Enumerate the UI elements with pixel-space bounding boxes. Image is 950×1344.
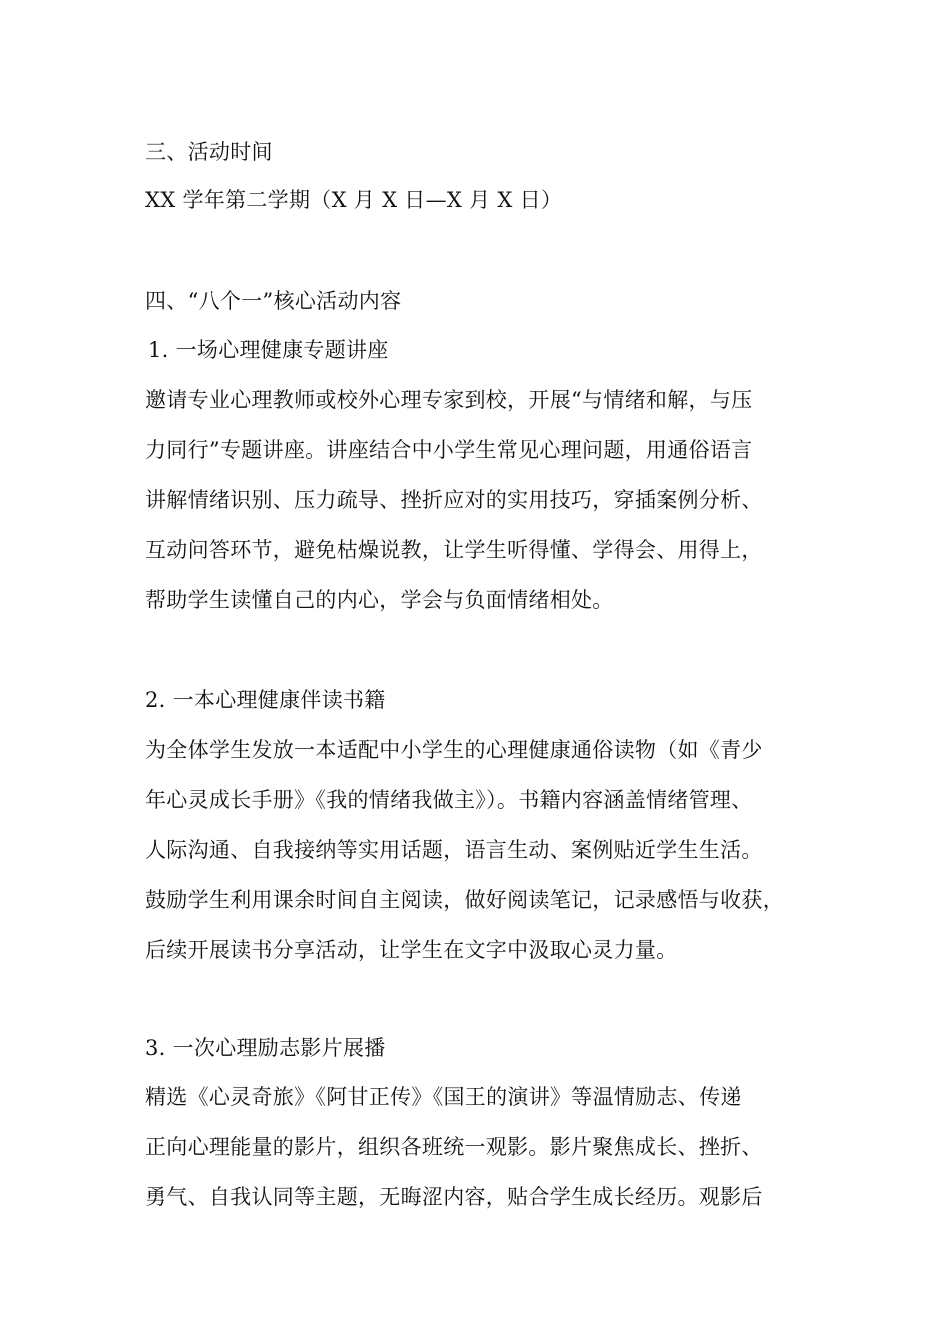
paragraph-line: 讲解情绪识别、压力疏导、挫折应对的实用技巧，穿插案例分析、: [145, 488, 763, 512]
section-heading-time: 三、活动时间: [145, 140, 273, 164]
paragraph-line: 互动问答环节，避免枯燥说教，让学生听得懂、学得会、用得上，: [145, 538, 763, 562]
paragraph-line: 年心灵成长手册》《我的情绪我做主》）。书籍内容涵盖情绪管理、: [145, 788, 753, 812]
paragraph-line: 为全体学生发放一本适配中小学生的心理健康通俗读物（如《青少: [145, 738, 763, 762]
section-heading-content: 四、“八个一”核心活动内容: [145, 289, 402, 313]
paragraph-line: 帮助学生读懂自己的内心，学会与负面情绪相处。: [145, 588, 614, 612]
paragraph-line: 鼓励学生利用课余时间自主阅读，做好阅读笔记，记录感悟与收获，: [145, 888, 784, 912]
item-title-1: 1. 一场心理健康专题讲座: [148, 338, 389, 362]
paragraph-line: 后续开展读书分享活动，让学生在文字中汲取心灵力量。: [145, 938, 678, 962]
item-title-2: 2. 一本心理健康伴读书籍: [145, 688, 386, 712]
item-title-3: 3. 一次心理励志影片展播: [145, 1036, 386, 1060]
paragraph-line: 力同行”专题讲座。讲座结合中小学生常见心理问题，用通俗语言: [145, 438, 753, 462]
paragraph-line: 人际沟通、自我接纳等实用话题，语言生动、案例贴近学生生活。: [145, 838, 763, 862]
paragraph-line: 正向心理能量的影片，组织各班统一观影。影片聚焦成长、挫折、: [145, 1135, 763, 1159]
paragraph-line: 精选《心灵奇旅》《阿甘正传》《国王的演讲》等温情励志、传递: [145, 1085, 742, 1109]
activity-time-value: XX 学年第二学期（X 月 X 日—X 月 X 日）: [145, 188, 563, 212]
paragraph-line: 邀请专业心理教师或校外心理专家到校，开展“与情绪和解，与压: [145, 388, 753, 412]
paragraph-line: 勇气、自我认同等主题，无晦涩内容，贴合学生成长经历。观影后: [145, 1185, 763, 1209]
